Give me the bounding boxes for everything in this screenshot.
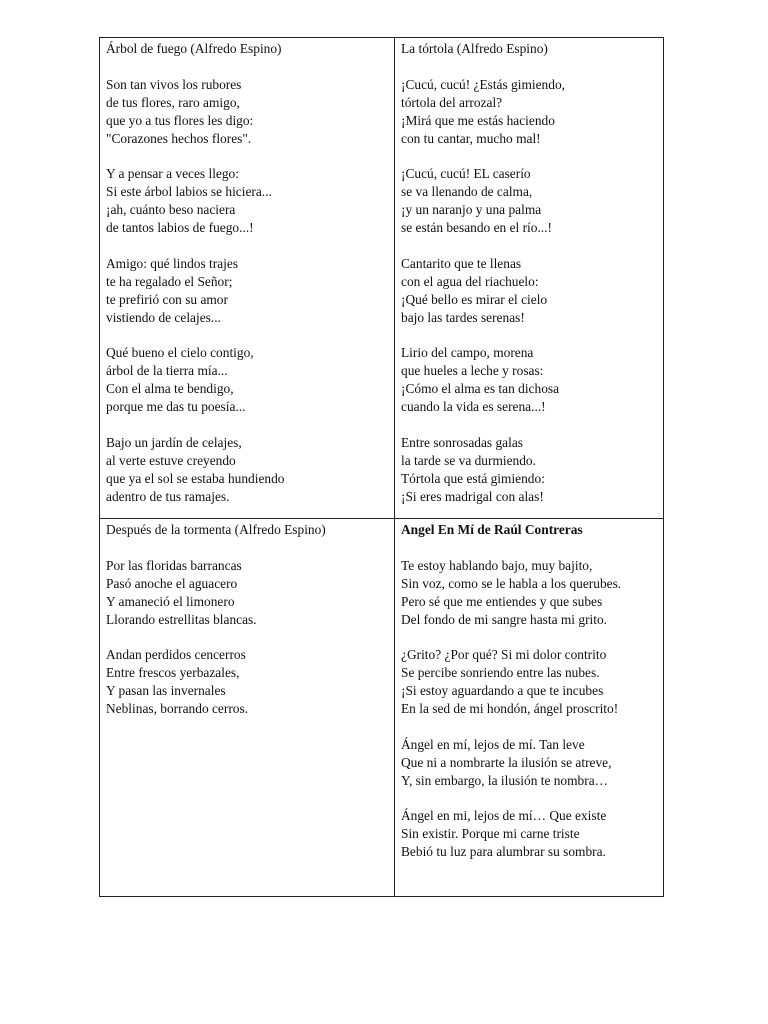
poem-line: Ángel en mi, lejos de mí… Que existe (401, 808, 607, 824)
table-row (100, 38, 664, 519)
stanza (106, 557, 388, 629)
poem-line: te ha regalado el Señor; (106, 273, 233, 289)
poem-line: tórtola del arrozal? (401, 94, 503, 110)
poem-line: se va llenando de calma, (401, 184, 533, 200)
poem-line: Lirio del campo, morena (401, 345, 534, 361)
poem-line: la tarde se va durmiendo. (401, 452, 536, 468)
poem-line: Andan perdidos cencerros (106, 647, 246, 663)
poem-line: cuando la vida es serena...! (401, 399, 546, 415)
poem-line: vistiendo de celajes... (106, 309, 221, 325)
stanza (401, 76, 657, 148)
poem-cell (100, 519, 395, 897)
poem-line: Qué bueno el cielo contigo, (106, 345, 254, 361)
poem-line: Tórtola que está gimiendo: (401, 470, 545, 486)
stanza (401, 807, 657, 861)
stanza (401, 344, 657, 416)
poem-line: de tantos labios de fuego...! (106, 220, 254, 236)
poem-line: Cantarito que te llenas (401, 255, 522, 271)
poem-line: Sin existir. Porque mi carne triste (401, 826, 580, 842)
poem-line: Te estoy hablando bajo, muy bajito, (401, 557, 593, 573)
poem-line: Y, sin embargo, la ilusión te nombra… (401, 772, 609, 788)
poem-line: Llorando estrellitas blancas. (106, 611, 257, 627)
stanza (401, 434, 657, 506)
poem-line: que hueles a leche y rosas: (401, 363, 544, 379)
poem-line: Entre frescos yerbazales, (106, 665, 240, 681)
poem-line: se están besando en el río...! (401, 220, 552, 236)
poem-line: ¡ah, cuánto beso naciera (106, 202, 236, 218)
poem-line: Con el alma te bendigo, (106, 381, 234, 397)
poem-line: ¡Cucú, cucú! EL caserío (401, 166, 531, 182)
poem-line: Por las floridas barrancas (106, 557, 242, 573)
stanza (106, 344, 388, 416)
poem-line: ¡Si estoy aguardando a que te incubes (401, 683, 604, 699)
poem-line: Y amaneció el limonero (106, 593, 235, 609)
poem-line: que ya el sol se estaba hundiendo (106, 470, 285, 486)
poem-title: Angel En Mí de Raúl Contreras (401, 522, 583, 537)
stanza (106, 434, 388, 506)
stanza (401, 255, 657, 327)
poem-line: árbol de la tierra mía... (106, 363, 228, 379)
poem-line: Que ni a nombrarte la ilusión se atreve, (401, 754, 612, 770)
stanza (106, 165, 388, 237)
poem-line: con el agua del riachuelo: (401, 273, 539, 289)
poem-cell (100, 38, 395, 519)
poem-line: Bebió tu luz para alumbrar su sombra. (401, 844, 606, 860)
poem-line: al verte estuve creyendo (106, 452, 236, 468)
poem-line: Se percibe sonriendo entre las nubes. (401, 665, 600, 681)
poem-line: Y pasan las invernales (106, 683, 226, 699)
stanza (401, 165, 657, 237)
poem-line: Bajo un jardín de celajes, (106, 434, 242, 450)
poem-line: Sin voz, como se le habla a los querubes. (401, 575, 622, 591)
table-row (100, 519, 664, 897)
poem-line: Del fondo de mi sangre hasta mi grito. (401, 611, 608, 627)
stanza (401, 557, 657, 629)
poem-line: "Corazones hechos flores". (106, 130, 252, 146)
poem-line: Pasó anoche el aguacero (106, 575, 238, 591)
stanza (401, 646, 657, 718)
poem-line: ¿Grito? ¿Por qué? Si mi dolor contrito (401, 647, 607, 663)
poem-line: ¡Qué bello es mirar el cielo (401, 291, 548, 307)
poem-line: ¡Mirá que me estás haciendo (401, 112, 555, 128)
poem-cell (395, 519, 664, 897)
poem-line: que yo a tus flores les digo: (106, 112, 254, 128)
poem-line: En la sed de mi hondón, ángel proscrito! (401, 701, 619, 717)
poem-title: La tórtola (Alfredo Espino) (401, 41, 548, 56)
poem-line: porque me das tu poesía... (106, 399, 246, 415)
stanza (401, 736, 657, 790)
poem-table (99, 37, 664, 897)
stanza (106, 76, 388, 148)
poem-line: de tus flores, raro amigo, (106, 94, 240, 110)
poem-line: Ángel en mí, lejos de mí. Tan leve (401, 736, 585, 752)
stanza (106, 255, 388, 327)
poem-line: Y a pensar a veces llego: (106, 166, 239, 182)
poem-line: Pero sé que me entiendes y que subes (401, 593, 603, 609)
poem-title: Después de la tormenta (Alfredo Espino) (106, 522, 326, 537)
poem-title: Árbol de fuego (Alfredo Espino) (106, 41, 282, 56)
poem-line: Neblinas, borrando cerros. (106, 701, 249, 717)
poem-line: ¡Si eres madrigal con alas! (401, 488, 544, 504)
poem-line: bajo las tardes serenas! (401, 309, 525, 325)
poem-line: Si este árbol labios se hiciera... (106, 184, 272, 200)
poem-line: con tu cantar, mucho mal! (401, 130, 541, 146)
poem-line: Son tan vivos los rubores (106, 76, 242, 92)
poem-line: ¡Cómo el alma es tan dichosa (401, 381, 560, 397)
stanza (106, 646, 388, 718)
poem-line: te prefirió con su amor (106, 291, 228, 307)
poem-line: Amigo: qué lindos trajes (106, 255, 239, 271)
poem-line: adentro de tus ramajes. (106, 488, 230, 504)
poem-cell (395, 38, 664, 519)
poem-line: ¡Cucú, cucú! ¿Estás gimiendo, (401, 76, 565, 92)
poem-line: Entre sonrosadas galas (401, 434, 523, 450)
poem-line: ¡y un naranjo y una palma (401, 202, 542, 218)
